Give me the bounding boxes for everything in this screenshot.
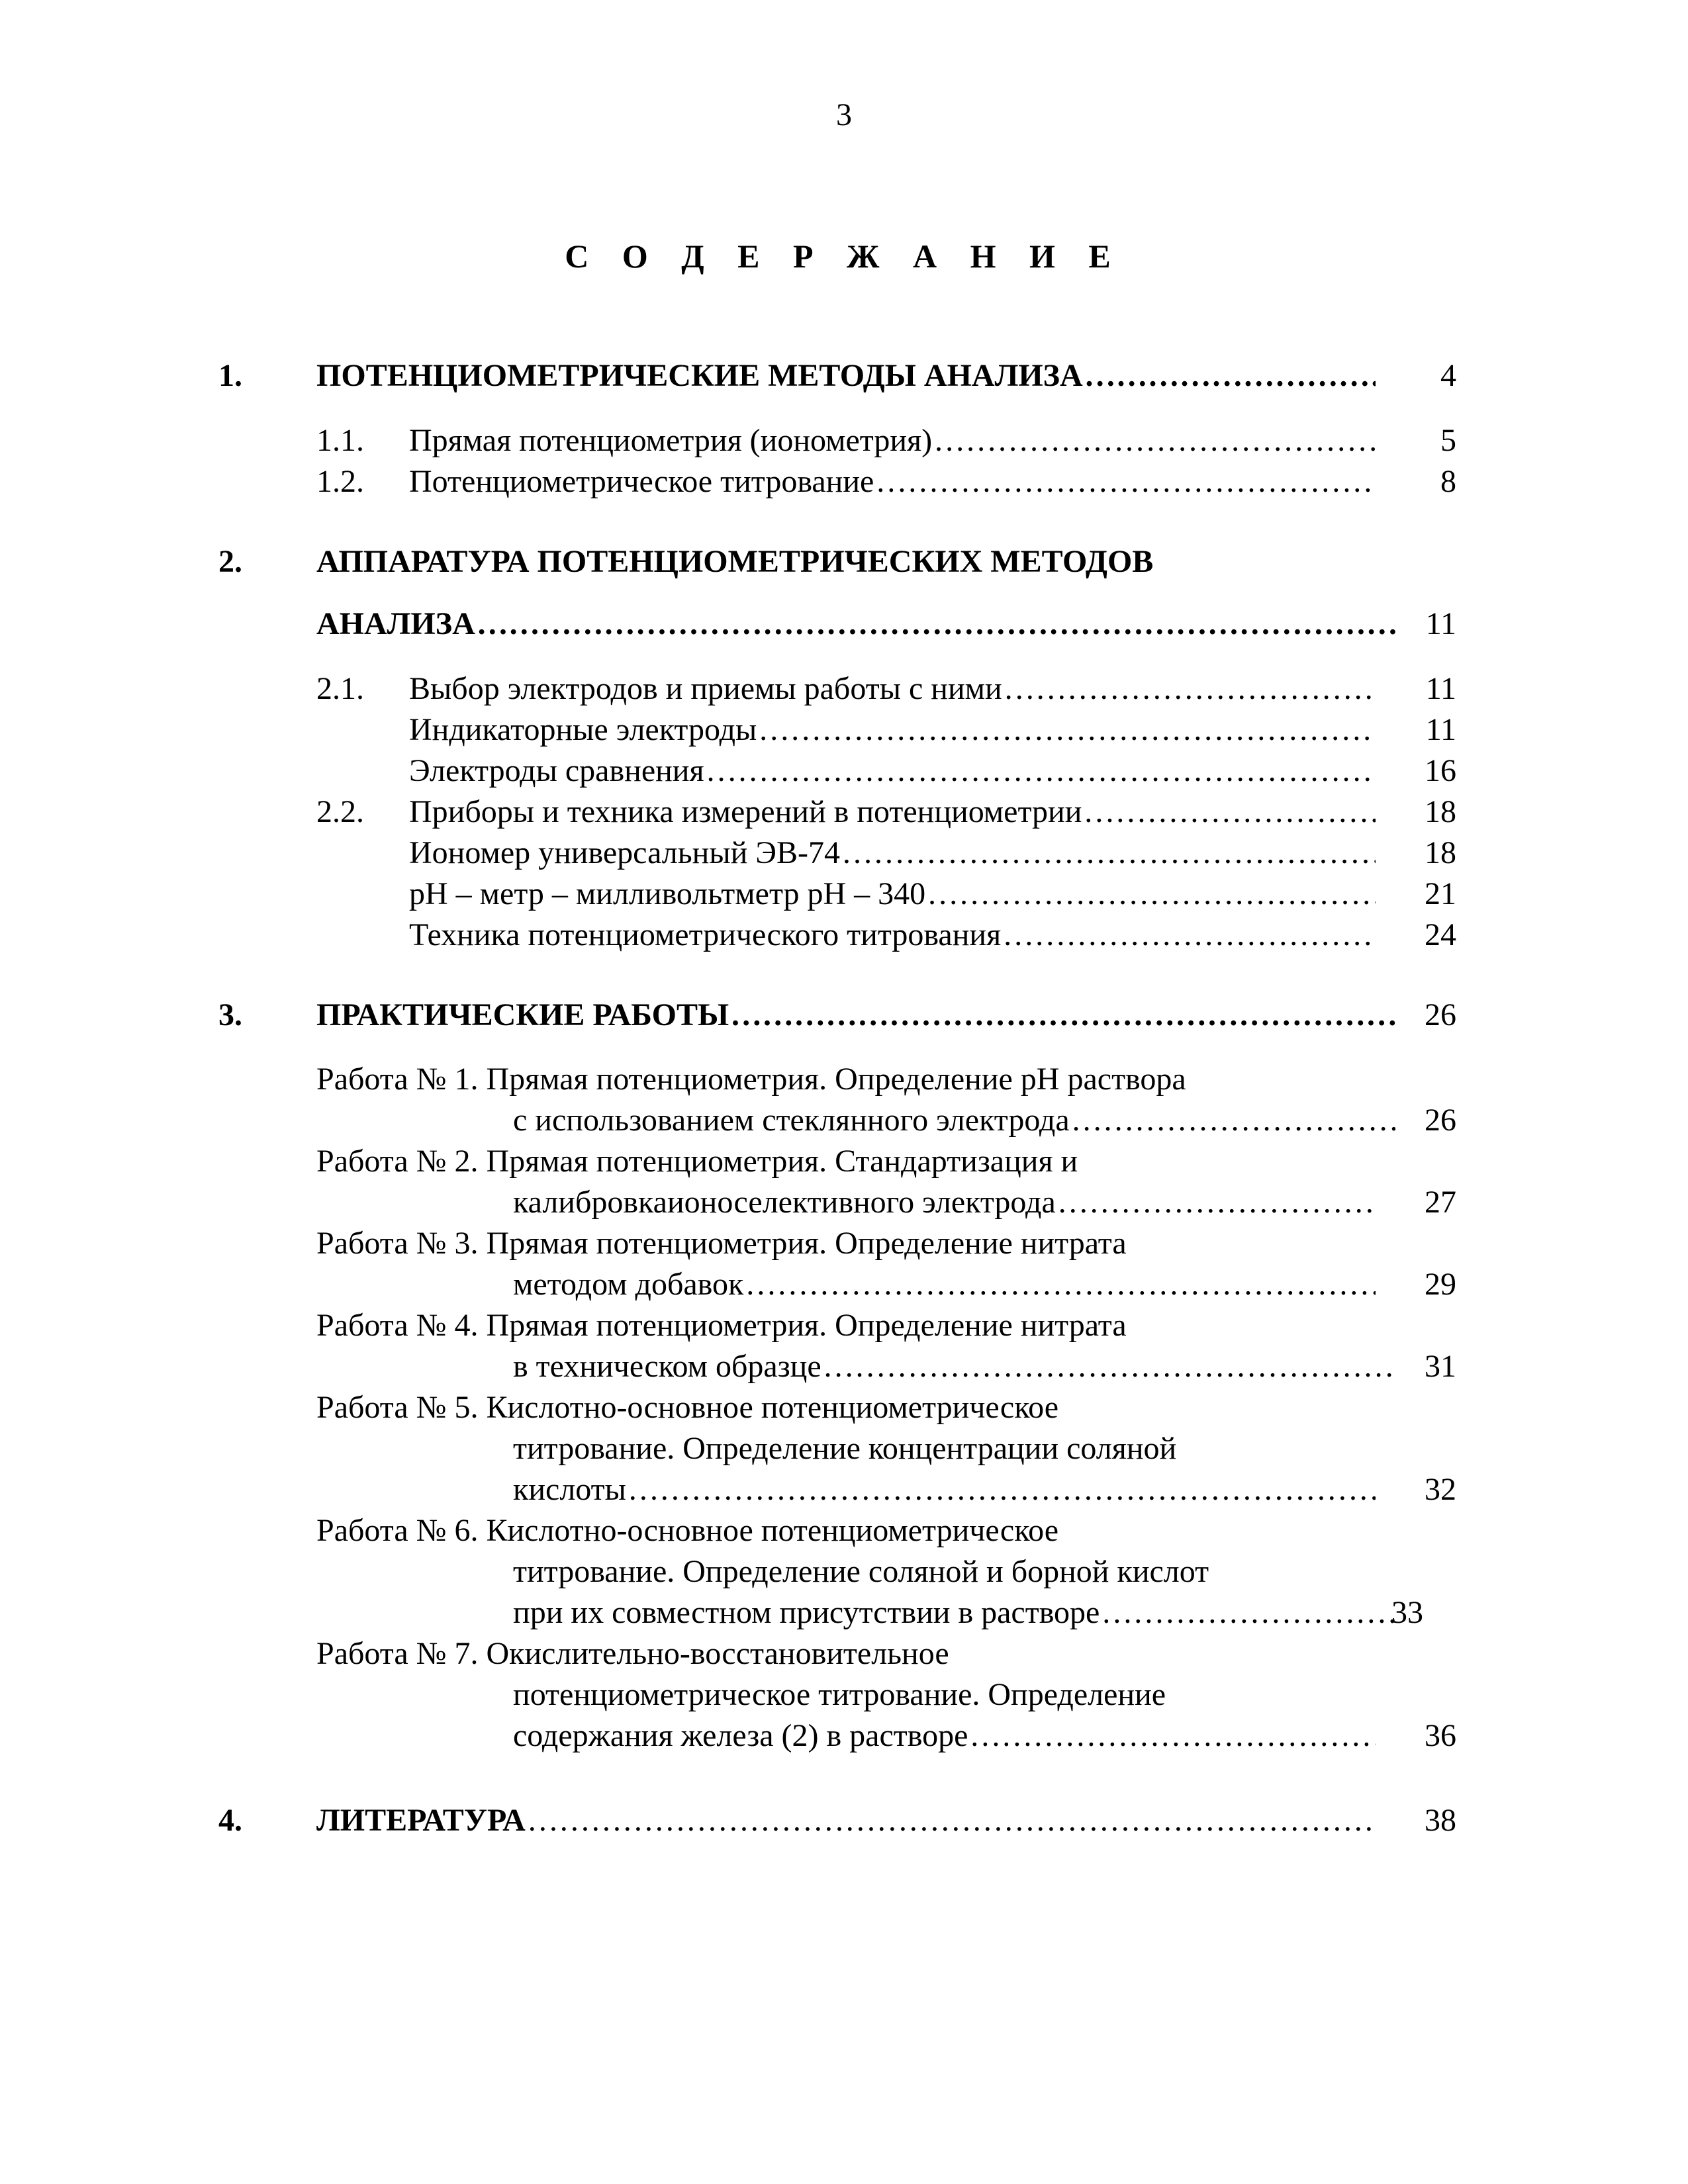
dot-leader [821, 1346, 1395, 1387]
toc-section-2-line2[interactable] [0, 604, 1456, 645]
toc-work-title-cont: титрование. Определение соляной и борной кислот [513, 1554, 1209, 1589]
toc-section-title: АППАРАТУРА ПОТЕНЦИОМЕТРИЧЕСКИХ МЕТОДОВ [316, 544, 1154, 579]
toc-work-3-line2[interactable] [0, 1264, 1456, 1305]
toc-work-title-cont: с использованием стеклянного электрода [513, 1103, 1070, 1138]
toc-subitem-ph-meter[interactable] [0, 874, 1456, 915]
toc-work-title-cont: содержания железа (2) в растворе [513, 1718, 968, 1753]
toc-section-title-cont: АНАЛИЗА [316, 606, 475, 641]
toc-subitem-ionomer[interactable] [0, 833, 1456, 874]
toc-work-5-line3[interactable] [0, 1469, 1456, 1510]
toc-work-title: Работа № 1. Прямая потенциометрия. Определение pH раствора [316, 1062, 1186, 1097]
dot-leader [1070, 1100, 1395, 1141]
toc-work-title-cont: при их совместном присутствии в растворе [513, 1595, 1100, 1630]
toc-page-number: 32 [1425, 1472, 1456, 1507]
dot-leader [932, 420, 1376, 461]
toc-work-5-line2[interactable] [513, 1428, 1440, 1469]
toc-work-title-cont: потенциометрическое титрование. Определение [513, 1677, 1166, 1712]
dot-leader [743, 1264, 1376, 1305]
toc-page-number: 11 [1425, 712, 1456, 747]
toc-work-1-line2[interactable] [0, 1100, 1456, 1141]
toc-page-number: 31 [1425, 1349, 1456, 1384]
dot-leader [840, 833, 1376, 874]
dot-leader [729, 995, 1395, 1036]
toc-work-6-line1[interactable] [316, 1510, 1442, 1551]
toc-section-number: 1. [218, 358, 242, 393]
toc-section-3[interactable] [0, 995, 1456, 1036]
toc-item-2-1[interactable] [0, 668, 1456, 709]
page-number: 3 [836, 97, 852, 132]
toc-work-title: Работа № 6. Кислотно-основное потенциометрическое [316, 1513, 1058, 1548]
toc-subitem-titration-technique[interactable] [0, 915, 1456, 956]
toc-page-number: 38 [1425, 1803, 1456, 1838]
toc-item-number: 2.2. [316, 794, 364, 829]
toc-page-number: 8 [1440, 464, 1456, 499]
toc-section-number: 3. [218, 997, 242, 1032]
toc-work-4-line2[interactable] [0, 1346, 1456, 1387]
dot-leader [1056, 1182, 1376, 1223]
toc-subitem-indicator-electrodes[interactable] [0, 709, 1456, 751]
toc-item-title: Прямая потенциометрия (ионометрия) [409, 423, 933, 458]
dot-leader [1083, 355, 1376, 396]
toc-page-number: 29 [1425, 1267, 1456, 1302]
toc-page-number: 26 [1425, 1103, 1456, 1138]
toc-work-title: Работа № 4. Прямая потенциометрия. Определение нитрата [316, 1308, 1127, 1343]
toc-work-2-line1[interactable] [316, 1141, 1442, 1182]
toc-section-number: 2. [218, 544, 242, 579]
toc-section-2-line1[interactable] [0, 541, 1456, 582]
dot-leader [704, 751, 1376, 792]
toc-section-4[interactable] [0, 1800, 1456, 1841]
toc-work-6-line3[interactable] [0, 1592, 1456, 1633]
toc-page-number: 18 [1425, 794, 1456, 829]
toc-item-1-2[interactable] [0, 461, 1456, 502]
dot-leader [874, 461, 1376, 502]
toc-work-title-cont: кислоты [513, 1472, 626, 1507]
toc-page-number: 5 [1440, 423, 1456, 458]
toc-page-number: 16 [1425, 753, 1456, 788]
toc-work-title-cont: в техническом образце [513, 1349, 821, 1384]
toc-page-number: 18 [1425, 835, 1456, 870]
toc-item-title: Техника потенциометрического титрования [409, 917, 1002, 952]
toc-work-title: Работа № 3. Прямая потенциометрия. Определение нитрата [316, 1226, 1127, 1261]
toc-item-title: Иономер универсальный ЭВ-74 [409, 835, 840, 870]
toc-page-number: 33 [1391, 1595, 1423, 1630]
toc-item-number: 2.1. [316, 671, 364, 706]
toc-subitem-reference-electrodes[interactable] [0, 751, 1456, 792]
toc-section-title: ЛИТЕРАТУРА [316, 1803, 526, 1838]
page-title: С О Д Е Р Ж А Н И Е [565, 238, 1123, 275]
toc-section-title: ПОТЕНЦИОМЕТРИЧЕСКИЕ МЕТОДЫ АНАЛИЗА [316, 358, 1083, 393]
dot-leader [626, 1469, 1376, 1510]
toc-work-1-line1[interactable] [316, 1059, 1442, 1100]
toc-section-number: 4. [218, 1803, 242, 1838]
toc-item-title: Индикаторные электроды [409, 712, 757, 747]
toc-work-title-cont: титрование. Определение концентрации соляной [513, 1431, 1177, 1466]
toc-page-number: 27 [1425, 1185, 1456, 1220]
toc-page-number: 11 [1425, 671, 1456, 706]
toc-work-title: Работа № 2. Прямая потенциометрия. Стандартизация и [316, 1144, 1078, 1179]
toc-page-number: 11 [1425, 606, 1456, 641]
dot-leader [1001, 915, 1376, 956]
dot-leader [475, 604, 1395, 645]
toc-item-title: Выбор электродов и приемы работы с ними [409, 671, 1002, 706]
toc-item-title: Электроды сравнения [409, 753, 704, 788]
dot-leader [1002, 668, 1376, 709]
toc-section-1[interactable] [0, 355, 1456, 396]
dot-leader [526, 1800, 1376, 1841]
toc-page-number: 4 [1440, 358, 1456, 393]
toc-item-1-1[interactable] [0, 420, 1456, 461]
toc-work-6-line2[interactable] [513, 1551, 1440, 1592]
toc-work-title: Работа № 7. Окислительно-восстановительное [316, 1636, 949, 1671]
dot-leader [968, 1715, 1376, 1756]
toc-work-7-line3[interactable] [0, 1715, 1456, 1756]
toc-work-title: Работа № 5. Кислотно-основное потенциометрическое [316, 1390, 1058, 1425]
toc-section-title: ПРАКТИЧЕСКИЕ РАБОТЫ [316, 997, 729, 1032]
toc-item-number: 1.1. [316, 423, 364, 458]
toc-work-7-line2[interactable] [513, 1674, 1440, 1715]
dot-leader [1082, 792, 1376, 833]
toc-item-2-2[interactable] [0, 792, 1456, 833]
toc-work-title-cont: калибровкаионоселективного электрода [513, 1185, 1056, 1220]
toc-work-5-line1[interactable] [316, 1387, 1442, 1428]
toc-item-title: Потенциометрическое титрование [409, 464, 874, 499]
dot-leader [925, 874, 1376, 915]
toc-item-title: Приборы и техника измерений в потенциометрии [409, 794, 1082, 829]
toc-page-number: 36 [1425, 1718, 1456, 1753]
toc-work-title-cont: методом добавок [513, 1267, 744, 1302]
toc-work-4-line1[interactable] [316, 1305, 1442, 1346]
toc-page-number: 26 [1425, 997, 1456, 1032]
toc-page-number: 24 [1425, 917, 1456, 952]
dot-leader [757, 709, 1376, 751]
toc-item-title: pH – метр – милливольтметр pH – 340 [409, 876, 926, 911]
toc-work-7-line1[interactable] [316, 1633, 1442, 1674]
toc-work-3-line1[interactable] [316, 1223, 1442, 1264]
toc-work-2-line2[interactable] [0, 1182, 1456, 1223]
toc-item-number: 1.2. [316, 464, 364, 499]
toc-page-number: 21 [1425, 876, 1456, 911]
